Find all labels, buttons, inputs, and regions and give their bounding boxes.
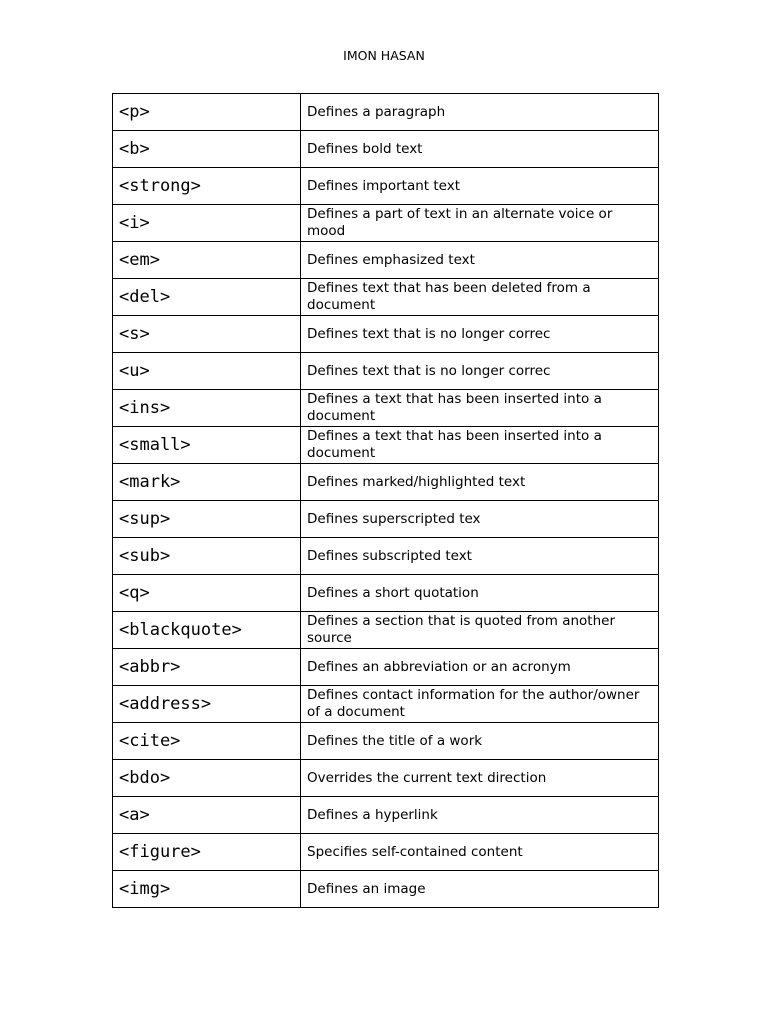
table-row xyxy=(113,649,659,686)
table-row xyxy=(113,871,659,908)
table-row xyxy=(113,205,659,242)
description-cell: Defines a text that has been inserted into a document xyxy=(301,427,659,464)
table-row xyxy=(113,390,659,427)
description-cell: Defines a text that has been inserted into a document xyxy=(301,390,659,427)
description-cell: Defines an image xyxy=(301,871,659,908)
description-cell: Overrides the current text direction xyxy=(301,760,659,797)
table-row xyxy=(113,279,659,316)
table-row xyxy=(113,797,659,834)
tag-cell: <s> xyxy=(113,316,301,353)
description-cell: Defines an abbreviation or an acronym xyxy=(301,649,659,686)
html-tags-table xyxy=(112,93,659,908)
description-cell: Defines marked/highlighted text xyxy=(301,464,659,501)
description-cell: Defines bold text xyxy=(301,131,659,168)
tag-cell: <small> xyxy=(113,427,301,464)
table-row xyxy=(113,501,659,538)
tag-cell: <address> xyxy=(113,686,301,723)
tag-cell: <cite> xyxy=(113,723,301,760)
description-cell: Specifies self-contained content xyxy=(301,834,659,871)
description-cell: Defines a section that is quoted from another source xyxy=(301,612,659,649)
description-cell: Defines a paragraph xyxy=(301,94,659,131)
table-row xyxy=(113,168,659,205)
tag-cell: <sub> xyxy=(113,538,301,575)
tag-cell: <i> xyxy=(113,205,301,242)
tag-cell: <blackquote> xyxy=(113,612,301,649)
tag-cell: <abbr> xyxy=(113,649,301,686)
page-title: IMON HASAN xyxy=(343,48,425,63)
tag-cell: <img> xyxy=(113,871,301,908)
description-cell: Defines text that is no longer correc xyxy=(301,353,659,390)
tag-cell: <sup> xyxy=(113,501,301,538)
description-cell: Defines superscripted tex xyxy=(301,501,659,538)
tag-cell: <mark> xyxy=(113,464,301,501)
description-cell: Defines the title of a work xyxy=(301,723,659,760)
description-cell: Defines contact information for the author/owner of a document xyxy=(301,686,659,723)
table-row xyxy=(113,612,659,649)
description-cell: Defines a part of text in an alternate voice or mood xyxy=(301,205,659,242)
description-cell: Defines a short quotation xyxy=(301,575,659,612)
tag-cell: <b> xyxy=(113,131,301,168)
description-cell: Defines text that has been deleted from a document xyxy=(301,279,659,316)
table-row xyxy=(113,723,659,760)
tag-cell: <u> xyxy=(113,353,301,390)
table-row xyxy=(113,538,659,575)
tag-cell: <p> xyxy=(113,94,301,131)
table-row xyxy=(113,353,659,390)
tag-cell: <q> xyxy=(113,575,301,612)
table-row xyxy=(113,94,659,131)
description-cell: Defines important text xyxy=(301,168,659,205)
table-row xyxy=(113,131,659,168)
table-row xyxy=(113,464,659,501)
table-row xyxy=(113,316,659,353)
tag-cell: <del> xyxy=(113,279,301,316)
tag-cell: <em> xyxy=(113,242,301,279)
table-row xyxy=(113,760,659,797)
description-cell: Defines text that is no longer correc xyxy=(301,316,659,353)
tag-cell: <a> xyxy=(113,797,301,834)
table-row xyxy=(113,242,659,279)
table-row xyxy=(113,427,659,464)
table-row xyxy=(113,686,659,723)
tag-cell: <bdo> xyxy=(113,760,301,797)
description-cell: Defines subscripted text xyxy=(301,538,659,575)
table-row xyxy=(113,575,659,612)
tag-cell: <ins> xyxy=(113,390,301,427)
tag-cell: <figure> xyxy=(113,834,301,871)
description-cell: Defines a hyperlink xyxy=(301,797,659,834)
table-row xyxy=(113,834,659,871)
tag-cell: <strong> xyxy=(113,168,301,205)
description-cell: Defines emphasized text xyxy=(301,242,659,279)
